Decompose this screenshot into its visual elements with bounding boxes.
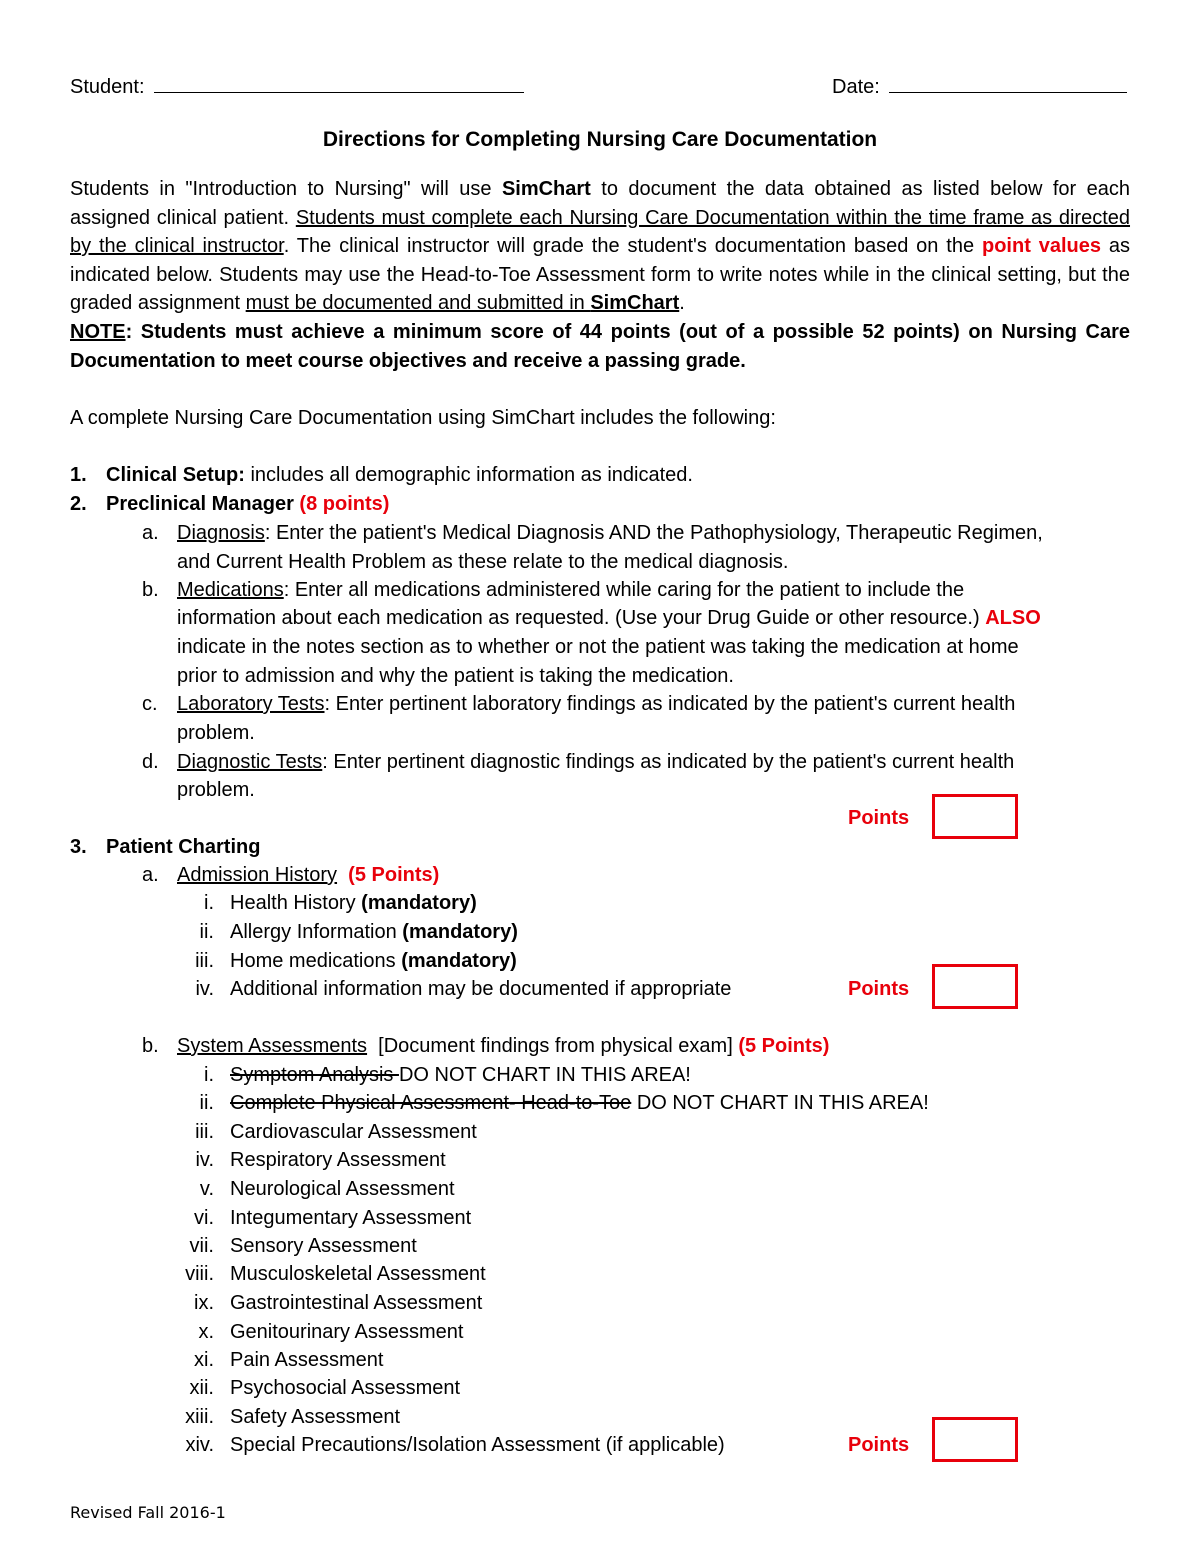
list-item: Gastrointestinal Assessment xyxy=(230,1292,483,1314)
mandatory-tag: (mandatory) xyxy=(401,950,517,972)
medications-line-4: prior to admission and why the patient is taking the medication. xyxy=(177,665,734,687)
also-emphasis: ALSO xyxy=(985,607,1041,629)
item-letter: b. xyxy=(142,579,159,601)
item-letter: b. xyxy=(142,1035,159,1057)
roman-numeral: vii. xyxy=(189,1235,214,1257)
list-item: Genitourinary Assessment xyxy=(230,1321,464,1343)
intro-underlined-text: Students must complete each Nursing Care Documentation within the time frame as directed by the clinical instructor xyxy=(70,206,1131,258)
list-item: Respiratory Assessment xyxy=(230,1149,446,1171)
list-item-text: Health History xyxy=(230,892,362,914)
medications-title: Medications xyxy=(177,579,284,601)
section-2-label: Preclinical Manager xyxy=(106,493,300,515)
item-letter: a. xyxy=(142,864,159,886)
list-item-text: Additional information may be documented if appropriate xyxy=(230,978,732,1000)
point-values-term: point values xyxy=(981,235,1101,258)
item-letter: c. xyxy=(142,693,158,715)
roman-numeral: i. xyxy=(204,1064,214,1086)
diagnosis-text: : Enter the patient's Medical Diagnosis AND the Pathophysiology, Therapeutic Regimen, xyxy=(264,522,1043,544)
points-box-preclinical[interactable] xyxy=(932,794,1018,839)
mandatory-tag: (mandatory) xyxy=(402,921,518,943)
section-2-points: (8 points) xyxy=(299,493,390,515)
lab-tests-line-2: problem. xyxy=(177,722,255,744)
medications-text: information about each medication as requested. (Use your Drug Guide or other resource.) xyxy=(177,607,986,629)
list-item: Safety Assessment xyxy=(230,1406,401,1428)
list-item xyxy=(230,893,477,913)
roman-numeral: viii. xyxy=(185,1263,214,1285)
item-letter: d. xyxy=(142,751,159,773)
points-label: Points xyxy=(848,807,910,829)
medications-text: : Enter all medications administered while caring for the patient to include the xyxy=(283,579,965,601)
mandatory-tag: (mandatory) xyxy=(361,892,477,914)
lab-tests-title: Laboratory Tests xyxy=(177,693,325,715)
medications-line-3: indicate in the notes section as to whether or not the patient was taking the medication at home xyxy=(177,636,1019,658)
list-item-text: DO NOT CHART IN THIS AREA! xyxy=(631,1092,929,1114)
simchart-term: SimChart xyxy=(590,292,680,315)
system-assessments-line xyxy=(177,1036,829,1056)
list-item xyxy=(230,922,518,942)
section-3-label: Patient Charting xyxy=(106,836,261,858)
diagnostic-tests-line-1 xyxy=(177,752,1014,772)
diagnostic-tests-line-2: problem. xyxy=(177,779,255,801)
section-1-number: 1. xyxy=(70,464,87,486)
lead-text: A complete Nursing Care Documentation using SimChart includes the following: xyxy=(70,407,776,429)
intro-paragraph xyxy=(70,175,1130,375)
roman-numeral: xiii. xyxy=(185,1406,214,1428)
intro-underlined-text xyxy=(246,292,680,314)
date-field[interactable] xyxy=(889,74,1127,93)
section-1-line xyxy=(106,465,693,485)
lab-tests-text: : Enter pertinent laboratory findings as indicated by the patient's current health xyxy=(324,693,1016,715)
roman-numeral: v. xyxy=(199,1178,214,1200)
list-item: Integumentary Assessment xyxy=(230,1207,472,1229)
list-item: Musculoskeletal Assessment xyxy=(230,1263,486,1285)
intro-underlined-part: must be documented and submitted in xyxy=(245,292,591,315)
diagnosis-line-2: and Current Health Problem as these relate to the medical diagnosis. xyxy=(177,551,789,573)
list-item-text: Home medications xyxy=(230,950,402,972)
points-box-admission-history[interactable] xyxy=(932,964,1018,1009)
list-item: Sensory Assessment xyxy=(230,1235,417,1257)
roman-numeral: ii. xyxy=(199,921,214,943)
struck-text: Complete Physical Assessment- Head-to-Toe xyxy=(230,1092,632,1114)
points-label: Points xyxy=(848,978,910,1000)
system-assessments-title: System Assessments xyxy=(177,1035,368,1057)
list-item-text: Allergy Information xyxy=(230,921,403,943)
system-assessments-text: [Document findings from physical exam] xyxy=(367,1035,739,1057)
list-item: Pain Assessment xyxy=(230,1349,384,1371)
note-text: : Students must achieve a minimum score of 44 points (out of a possible 52 points) on Nursing Care Documentation to meet course objectives and receive a passing grade. xyxy=(70,320,1130,372)
section-3-number: 3. xyxy=(70,836,87,858)
admission-history-line xyxy=(177,865,439,885)
medications-line-2 xyxy=(177,608,1041,628)
list-item xyxy=(230,1065,691,1085)
list-item xyxy=(230,951,517,971)
student-name-field[interactable] xyxy=(154,74,524,93)
points-label: Points xyxy=(848,1434,910,1456)
page-title: Directions for Completing Nursing Care Documentation xyxy=(322,128,878,151)
student-line xyxy=(70,74,524,97)
note-label: NOTE xyxy=(70,320,126,343)
roman-numeral: xi. xyxy=(194,1349,214,1371)
intro-text: . xyxy=(679,292,685,315)
points-box-system-assessments[interactable] xyxy=(932,1417,1018,1462)
roman-numeral: iv. xyxy=(195,978,214,1000)
roman-numeral: xiv. xyxy=(185,1434,214,1456)
roman-numeral: iii. xyxy=(195,1121,214,1143)
section-2-line xyxy=(106,494,389,514)
item-letter: a. xyxy=(142,522,159,544)
intro-text: to document the data obtained as listed below for each assigned clinical patient. xyxy=(70,178,1131,229)
roman-numeral: ii. xyxy=(199,1092,214,1114)
list-item xyxy=(230,979,731,999)
list-item: Psychosocial Assessment xyxy=(230,1377,461,1399)
list-item xyxy=(230,1093,929,1113)
section-1-text: includes all demographic information as indicated. xyxy=(244,464,693,486)
diagnosis-title: Diagnosis xyxy=(177,522,265,544)
intro-text: Students in "Introduction to Nursing" will use xyxy=(70,178,502,200)
lab-tests-line-1 xyxy=(177,694,1015,714)
roman-numeral: x. xyxy=(198,1321,214,1343)
intro-text: as indicated below. Students may use the Head-to-Toe Assessment form to write notes while in the clinical setting, but the graded assignment xyxy=(70,235,1130,315)
date-label: Date: xyxy=(832,76,880,98)
diagnostic-tests-text: : Enter pertinent diagnostic findings as indicated by the patient's current health xyxy=(322,751,1015,773)
roman-numeral: vi. xyxy=(194,1207,214,1229)
date-line xyxy=(832,74,1127,97)
section-2-number: 2. xyxy=(70,493,87,515)
list-item-text: DO NOT CHART IN THIS AREA! xyxy=(398,1064,691,1086)
roman-numeral: i. xyxy=(204,892,214,914)
list-item: Neurological Assessment xyxy=(230,1178,455,1200)
student-label: Student: xyxy=(70,76,145,98)
diagnosis-line-1 xyxy=(177,523,1043,543)
struck-text: Symptom Analysis xyxy=(230,1064,399,1086)
footer-revision: Revised Fall 2016-1 xyxy=(70,1503,226,1522)
roman-numeral: ix. xyxy=(194,1292,214,1314)
list-item: Special Precautions/Isolation Assessment (if applicable) xyxy=(230,1434,725,1456)
list-item: Cardiovascular Assessment xyxy=(230,1121,477,1143)
section-1-label: Clinical Setup: xyxy=(106,464,245,486)
medications-line-1 xyxy=(177,580,964,600)
system-assessments-points: (5 Points) xyxy=(738,1035,830,1057)
roman-numeral: xii. xyxy=(189,1377,214,1399)
simchart-term: SimChart xyxy=(501,178,591,200)
intro-text: . The clinical instructor will grade the student's documentation based on the xyxy=(283,235,982,258)
diagnostic-tests-title: Diagnostic Tests xyxy=(177,751,323,773)
roman-numeral: iii. xyxy=(195,950,214,972)
admission-history-title: Admission History xyxy=(177,864,338,886)
admission-history-points: (5 Points) xyxy=(348,864,440,886)
roman-numeral: iv. xyxy=(195,1149,214,1171)
